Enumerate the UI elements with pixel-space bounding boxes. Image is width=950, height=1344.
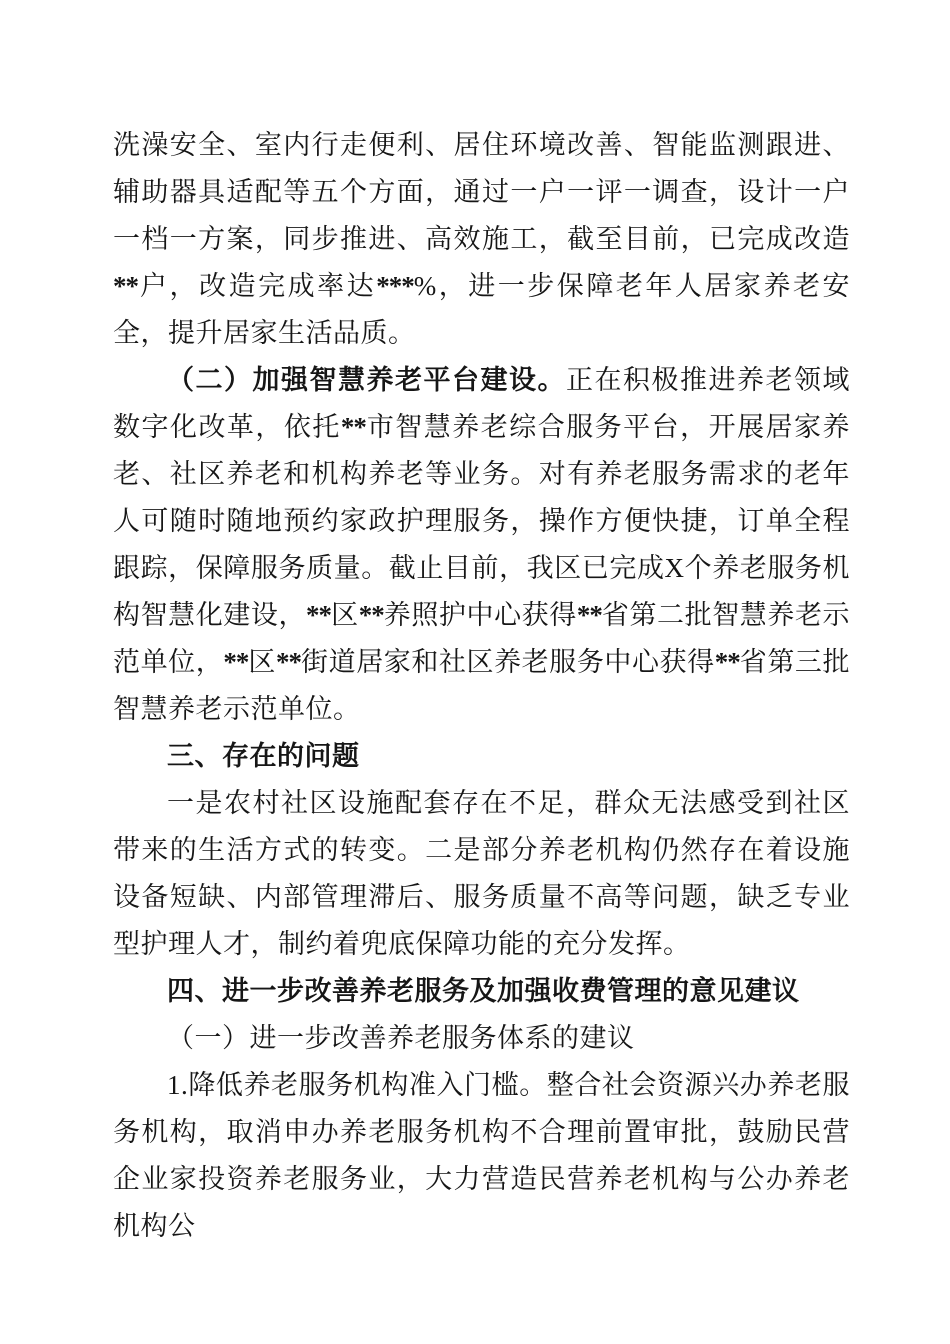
redaction-placeholder: ** xyxy=(358,600,384,630)
redaction-placeholder: ** xyxy=(340,412,366,442)
redaction-placeholder: ** xyxy=(576,600,602,630)
redaction-placeholder: *** xyxy=(376,271,414,301)
body-paragraph xyxy=(113,357,850,733)
section-heading xyxy=(113,733,850,780)
text-run: 四、进一步改善养老服务及加强收费管理的意见建议 xyxy=(167,976,800,1006)
text-run: %，进一步保障老年人居家养老安全，提升居家生活品质。 xyxy=(113,271,850,348)
body-paragraph xyxy=(113,122,850,357)
redaction-placeholder: ** xyxy=(275,647,301,677)
text-run: 养照护中心获得 xyxy=(383,600,577,630)
text-run: 街道居家和社区养老服务中心获得 xyxy=(300,647,715,677)
text-run: 省第三批智慧养老示范单位。 xyxy=(113,647,851,724)
text-run: 一是农村社区设施配套存在不足，群众无法感受到社区带来的生活方式的转变。二是部分养老机构仍然存在着设施设备短缺、内部管理滞后、服务质量不高等问题，缺乏专业型护理人才，制约着兜底保障功能的充分发挥。 xyxy=(113,788,850,959)
text-run: 三、存在的问题 xyxy=(167,741,360,771)
text-run: 市智慧养老综合服务平台，开展居家养老、社区养老和机构养老等业务。对有养老服务需求的老年人可随时随地预约家政护理服务，操作方便快捷，订单全程跟踪，保障服务质量。截止目前，我区已完成X个养老服务机构智慧化建设， xyxy=(113,412,851,630)
text-run: 区 xyxy=(248,647,276,677)
text-run: 省第二批智慧养老示范单位， xyxy=(113,600,851,677)
body-paragraph xyxy=(113,780,850,968)
document-body xyxy=(113,122,850,1250)
redaction-placeholder: ** xyxy=(113,271,138,301)
section-heading xyxy=(113,968,850,1015)
text-run: （一）进一步改善养老服务体系的建议 xyxy=(167,1023,635,1053)
sub-heading xyxy=(113,1015,850,1062)
redaction-placeholder: ** xyxy=(306,600,332,630)
redaction-placeholder: ** xyxy=(714,647,740,677)
text-run: （二）加强智慧养老平台建设。 xyxy=(167,365,566,395)
text-run: 区 xyxy=(331,600,359,630)
text-run: 洗澡安全、室内行走便利、居住环境改善、智能监测跟进、辅助器具适配等五个方面，通过一户一评一调查，设计一户一档一方案，同步推进、高效施工，截至目前，已完成改造 xyxy=(113,130,850,254)
text-run: 户，改造完成率达 xyxy=(138,271,377,301)
text-run: 正在积极推进养老领域数字化改革，依托 xyxy=(113,365,850,442)
text-run: 1.降低养老服务机构准入门槛。整合社会资源兴办养老服务机构，取消申办养老服务机构不合理前置审批，鼓励民营企业家投资养老服务业，大力营造民营养老机构与公办养老机构公 xyxy=(113,1070,850,1241)
body-paragraph xyxy=(113,1062,850,1250)
redaction-placeholder: ** xyxy=(223,647,249,677)
